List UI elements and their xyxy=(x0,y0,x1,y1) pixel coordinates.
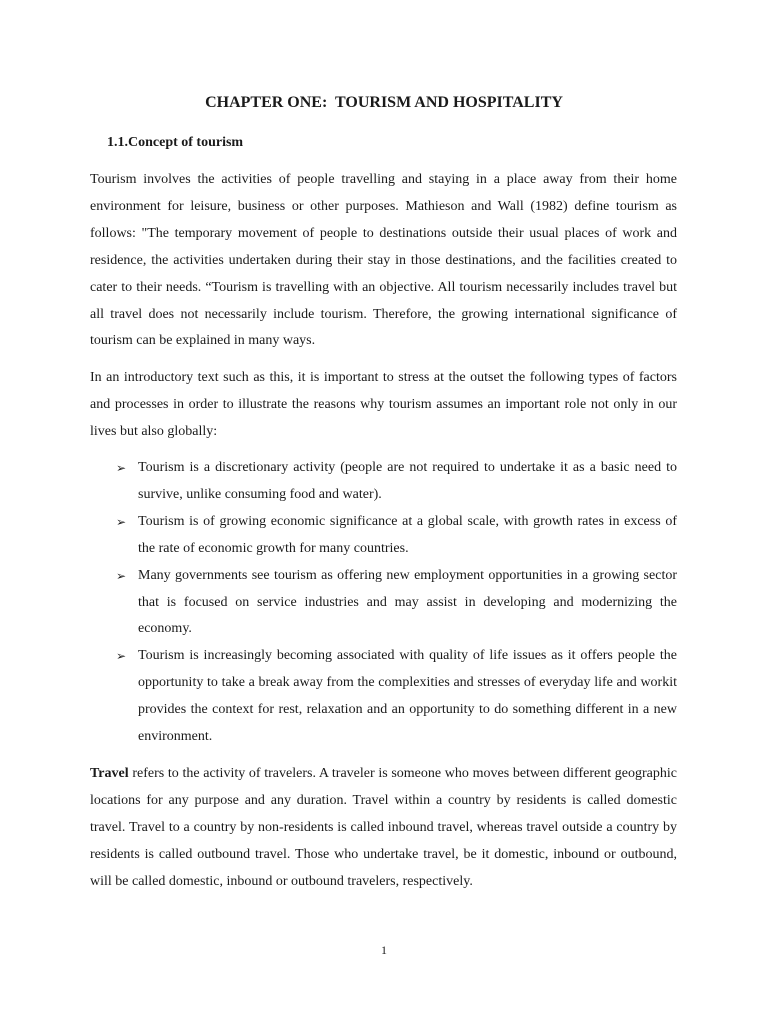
section-heading: 1.1.Concept of tourism xyxy=(107,135,244,150)
arrow-bullet-icon: ➢ xyxy=(116,514,127,529)
list-item-text: Tourism is of growing economic significance at a global scale, with growth rates in excess of the rate of economic growth for many countries. xyxy=(138,513,677,556)
chapter-title: CHAPTER ONE: TOURISM AND HOSPITALITY xyxy=(205,94,563,111)
paragraph-travel-body: refers to the activity of travelers. A traveler is someone who moves between different geographic locations for any purpose and any duration. Travel within a country by residents is called domestic travel. Travel to a country by non-residents is called inbound travel, whereas travel outside a country by residents is called outbound travel. Those who undertake travel, be it domestic, inbound or outbound, will be called domestic, inbound or outbound travelers, respectively. xyxy=(90,766,677,889)
arrow-bullet-icon: ➢ xyxy=(116,568,127,583)
list-item-text: Many governments see tourism as offering new employment opportunities in a growing sector that is focused on service industries and may assist in developing and modernizing the economy. xyxy=(138,567,677,637)
list-item xyxy=(90,509,677,563)
paragraph-travel xyxy=(90,761,677,896)
bullet-list xyxy=(90,455,677,751)
list-item-text: Tourism is a discretionary activity (people are not required to undertake it as a basic need to survive, unlike consuming food and water). xyxy=(138,460,677,502)
list-item-text: Tourism is increasingly becoming associated with quality of life issues as it offers people the opportunity to take a break away from the complexities and stresses of everyday life and workit provides the context for rest, relaxation and an opportunity to do something different in a new environment. xyxy=(138,648,677,745)
list-item xyxy=(90,563,677,644)
arrow-bullet-icon: ➢ xyxy=(116,649,127,664)
paragraph-intro: Tourism involves the activities of people travelling and staying in a place away from their home environment for leisure, business or other purposes. Mathieson and Wall (1982) define tourism as follows: "The temporary movement of people to destinations outside their usual places of work and residence, the activities undertaken during their stay in those destinations, and the facilities created to cater to their needs. “Tourism is travelling with an objective. All tourism necessarily includes travel but all travel does not necessarily include tourism. Therefore, the growing international significance of tourism can be explained in many ways. xyxy=(90,172,677,349)
paragraph-factors: In an introductory text such as this, it is important to stress at the outset the following types of factors and processes in order to illustrate the reasons why tourism assumes an important role not only in our lives but also globally: xyxy=(90,370,677,439)
page-number: 1 xyxy=(381,943,387,957)
list-item xyxy=(90,455,677,509)
arrow-bullet-icon: ➢ xyxy=(116,461,127,475)
travel-term: Travel xyxy=(90,766,129,781)
list-item xyxy=(90,643,677,751)
